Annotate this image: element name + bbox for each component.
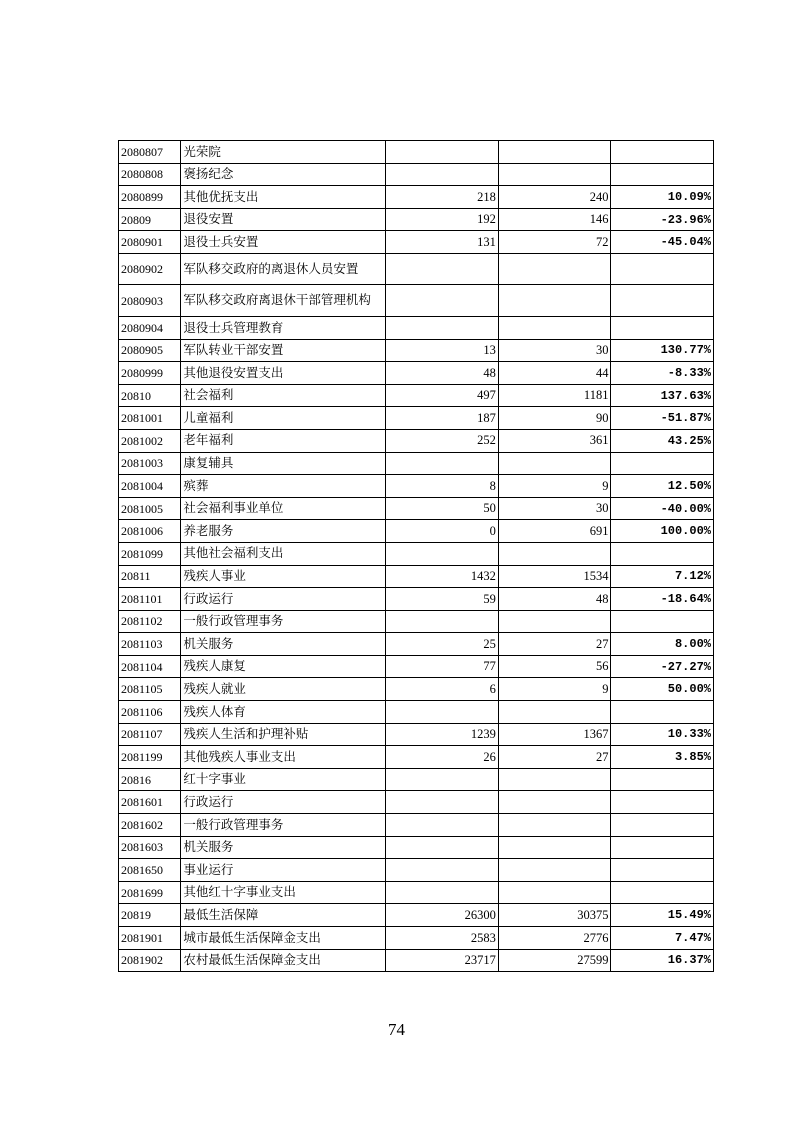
table-row <box>119 253 714 285</box>
value-cell-2 <box>498 701 611 724</box>
code-cell: 2080899 <box>119 186 181 209</box>
name-cell: 机关服务 <box>181 633 386 656</box>
value-cell-1: 50 <box>386 497 499 520</box>
value-cell-2: 240 <box>498 186 611 209</box>
value-cell-1: 497 <box>386 384 499 407</box>
table-row <box>119 588 714 611</box>
budget-table <box>118 140 714 972</box>
name-cell: 其他优抚支出 <box>181 186 386 209</box>
name-cell: 退役士兵管理教育 <box>181 316 386 339</box>
value-cell-2 <box>498 859 611 882</box>
percent-change-cell <box>611 285 714 317</box>
percent-change-cell <box>611 253 714 285</box>
table-row <box>119 927 714 950</box>
code-cell: 2081603 <box>119 836 181 859</box>
name-cell: 残疾人事业 <box>181 565 386 588</box>
value-cell-1 <box>386 253 499 285</box>
value-cell-2: 361 <box>498 429 611 452</box>
table-row <box>119 610 714 633</box>
value-cell-2: 30375 <box>498 904 611 927</box>
percent-change-cell: -45.04% <box>611 231 714 254</box>
name-cell: 其他残疾人事业支出 <box>181 746 386 769</box>
value-cell-2: 691 <box>498 520 611 543</box>
percent-change-cell <box>611 452 714 475</box>
table-row <box>119 768 714 791</box>
value-cell-1: 131 <box>386 231 499 254</box>
code-cell: 2080808 <box>119 163 181 186</box>
name-cell: 社会福利事业单位 <box>181 497 386 520</box>
percent-change-cell: 10.09% <box>611 186 714 209</box>
percent-change-cell <box>611 859 714 882</box>
percent-change-cell: 16.37% <box>611 949 714 972</box>
name-cell: 一般行政管理事务 <box>181 610 386 633</box>
percent-change-cell: 15.49% <box>611 904 714 927</box>
value-cell-2 <box>498 610 611 633</box>
value-cell-1 <box>386 814 499 837</box>
value-cell-2 <box>498 452 611 475</box>
name-cell: 其他社会福利支出 <box>181 542 386 565</box>
page-number: 74 <box>388 1020 405 1039</box>
table-row <box>119 949 714 972</box>
value-cell-1: 1432 <box>386 565 499 588</box>
name-cell: 城市最低生活保障金支出 <box>181 927 386 950</box>
name-cell: 其他退役安置支出 <box>181 362 386 385</box>
value-cell-1 <box>386 791 499 814</box>
name-cell: 残疾人生活和护理补贴 <box>181 723 386 746</box>
value-cell-1: 6 <box>386 678 499 701</box>
table-row <box>119 163 714 186</box>
value-cell-2: 48 <box>498 588 611 611</box>
value-cell-2: 27 <box>498 746 611 769</box>
value-cell-1: 192 <box>386 208 499 231</box>
value-cell-2: 1367 <box>498 723 611 746</box>
percent-change-cell <box>611 836 714 859</box>
name-cell: 退役士兵安置 <box>181 231 386 254</box>
code-cell: 20819 <box>119 904 181 927</box>
percent-change-cell <box>611 316 714 339</box>
table-row <box>119 814 714 837</box>
percent-change-cell: 3.85% <box>611 746 714 769</box>
table-row <box>119 186 714 209</box>
value-cell-1: 48 <box>386 362 499 385</box>
code-cell: 2080999 <box>119 362 181 385</box>
table-row <box>119 655 714 678</box>
percent-change-cell: -8.33% <box>611 362 714 385</box>
budget-table-body <box>119 141 714 972</box>
value-cell-1: 1239 <box>386 723 499 746</box>
table-row <box>119 746 714 769</box>
name-cell: 殡葬 <box>181 475 386 498</box>
percent-change-cell <box>611 768 714 791</box>
value-cell-1: 13 <box>386 339 499 362</box>
value-cell-1 <box>386 452 499 475</box>
code-cell: 2081099 <box>119 542 181 565</box>
code-cell: 2081101 <box>119 588 181 611</box>
name-cell: 最低生活保障 <box>181 904 386 927</box>
code-cell: 20811 <box>119 565 181 588</box>
value-cell-2: 1534 <box>498 565 611 588</box>
table-row <box>119 633 714 656</box>
name-cell: 军队转业干部安置 <box>181 339 386 362</box>
table-row <box>119 208 714 231</box>
name-cell: 行政运行 <box>181 791 386 814</box>
code-cell: 2081602 <box>119 814 181 837</box>
code-cell: 2081103 <box>119 633 181 656</box>
value-cell-2: 9 <box>498 475 611 498</box>
value-cell-1 <box>386 542 499 565</box>
table-row <box>119 678 714 701</box>
percent-change-cell: 8.00% <box>611 633 714 656</box>
table-row <box>119 452 714 475</box>
table-row <box>119 316 714 339</box>
table-row <box>119 362 714 385</box>
percent-change-cell <box>611 701 714 724</box>
value-cell-2 <box>498 253 611 285</box>
percent-change-cell: 43.25% <box>611 429 714 452</box>
code-cell: 20810 <box>119 384 181 407</box>
value-cell-1 <box>386 701 499 724</box>
value-cell-1: 0 <box>386 520 499 543</box>
code-cell: 2080902 <box>119 253 181 285</box>
code-cell: 2081005 <box>119 497 181 520</box>
name-cell: 红十字事业 <box>181 768 386 791</box>
code-cell: 2081601 <box>119 791 181 814</box>
code-cell: 2081902 <box>119 949 181 972</box>
code-cell: 2080807 <box>119 141 181 164</box>
code-cell: 2081102 <box>119 610 181 633</box>
name-cell: 一般行政管理事务 <box>181 814 386 837</box>
code-cell: 2080904 <box>119 316 181 339</box>
name-cell: 养老服务 <box>181 520 386 543</box>
percent-change-cell <box>611 542 714 565</box>
value-cell-1 <box>386 610 499 633</box>
percent-change-cell: -40.00% <box>611 497 714 520</box>
name-cell: 光荣院 <box>181 141 386 164</box>
value-cell-2 <box>498 542 611 565</box>
value-cell-2 <box>498 285 611 317</box>
percent-change-cell: -27.27% <box>611 655 714 678</box>
table-row <box>119 565 714 588</box>
value-cell-2: 27 <box>498 633 611 656</box>
code-cell: 2080905 <box>119 339 181 362</box>
value-cell-1: 8 <box>386 475 499 498</box>
value-cell-1 <box>386 859 499 882</box>
percent-change-cell: -23.96% <box>611 208 714 231</box>
value-cell-2: 27599 <box>498 949 611 972</box>
value-cell-2: 30 <box>498 339 611 362</box>
name-cell: 机关服务 <box>181 836 386 859</box>
table-row <box>119 285 714 317</box>
name-cell: 褒扬纪念 <box>181 163 386 186</box>
table-row <box>119 475 714 498</box>
value-cell-2: 90 <box>498 407 611 430</box>
percent-change-cell <box>611 791 714 814</box>
value-cell-1 <box>386 881 499 904</box>
value-cell-1 <box>386 768 499 791</box>
code-cell: 2081105 <box>119 678 181 701</box>
value-cell-2: 30 <box>498 497 611 520</box>
value-cell-2: 72 <box>498 231 611 254</box>
value-cell-1: 26 <box>386 746 499 769</box>
table-row <box>119 339 714 362</box>
percent-change-cell: 7.12% <box>611 565 714 588</box>
code-cell: 2081199 <box>119 746 181 769</box>
name-cell: 农村最低生活保障金支出 <box>181 949 386 972</box>
percent-change-cell: -18.64% <box>611 588 714 611</box>
code-cell: 2080903 <box>119 285 181 317</box>
name-cell: 军队移交政府的离退休人员安置 <box>181 253 386 285</box>
percent-change-cell <box>611 610 714 633</box>
percent-change-cell: 100.00% <box>611 520 714 543</box>
code-cell: 2081106 <box>119 701 181 724</box>
table-row <box>119 384 714 407</box>
value-cell-2 <box>498 836 611 859</box>
value-cell-1 <box>386 836 499 859</box>
name-cell: 事业运行 <box>181 859 386 882</box>
name-cell: 军队移交政府离退休干部管理机构 <box>181 285 386 317</box>
percent-change-cell <box>611 141 714 164</box>
value-cell-1: 187 <box>386 407 499 430</box>
table-row <box>119 141 714 164</box>
value-cell-2 <box>498 316 611 339</box>
value-cell-1 <box>386 285 499 317</box>
value-cell-2 <box>498 791 611 814</box>
code-cell: 2081002 <box>119 429 181 452</box>
percent-change-cell <box>611 881 714 904</box>
code-cell: 2080901 <box>119 231 181 254</box>
percent-change-cell: 12.50% <box>611 475 714 498</box>
value-cell-2 <box>498 768 611 791</box>
table-row <box>119 407 714 430</box>
value-cell-1 <box>386 316 499 339</box>
percent-change-cell <box>611 163 714 186</box>
value-cell-2 <box>498 141 611 164</box>
value-cell-2: 44 <box>498 362 611 385</box>
code-cell: 2081901 <box>119 927 181 950</box>
table-row <box>119 701 714 724</box>
table-row <box>119 904 714 927</box>
code-cell: 20809 <box>119 208 181 231</box>
table-row <box>119 791 714 814</box>
percent-change-cell: -51.87% <box>611 407 714 430</box>
value-cell-1: 2583 <box>386 927 499 950</box>
table-row <box>119 497 714 520</box>
value-cell-2 <box>498 814 611 837</box>
table-row <box>119 429 714 452</box>
value-cell-2: 9 <box>498 678 611 701</box>
value-cell-1 <box>386 163 499 186</box>
percent-change-cell: 10.33% <box>611 723 714 746</box>
name-cell: 残疾人就业 <box>181 678 386 701</box>
name-cell: 康复辅具 <box>181 452 386 475</box>
name-cell: 社会福利 <box>181 384 386 407</box>
code-cell: 2081104 <box>119 655 181 678</box>
value-cell-1: 218 <box>386 186 499 209</box>
value-cell-2 <box>498 881 611 904</box>
table-row <box>119 520 714 543</box>
percent-change-cell: 50.00% <box>611 678 714 701</box>
value-cell-1: 25 <box>386 633 499 656</box>
name-cell: 行政运行 <box>181 588 386 611</box>
name-cell: 老年福利 <box>181 429 386 452</box>
name-cell: 残疾人体育 <box>181 701 386 724</box>
table-row <box>119 542 714 565</box>
value-cell-1 <box>386 141 499 164</box>
name-cell: 退役安置 <box>181 208 386 231</box>
table-row <box>119 231 714 254</box>
value-cell-1: 59 <box>386 588 499 611</box>
value-cell-1: 23717 <box>386 949 499 972</box>
percent-change-cell: 7.47% <box>611 927 714 950</box>
value-cell-2: 2776 <box>498 927 611 950</box>
name-cell: 残疾人康复 <box>181 655 386 678</box>
code-cell: 2081004 <box>119 475 181 498</box>
name-cell: 儿童福利 <box>181 407 386 430</box>
value-cell-1: 77 <box>386 655 499 678</box>
code-cell: 2081699 <box>119 881 181 904</box>
value-cell-1: 252 <box>386 429 499 452</box>
name-cell: 其他红十字事业支出 <box>181 881 386 904</box>
code-cell: 2081003 <box>119 452 181 475</box>
code-cell: 20816 <box>119 768 181 791</box>
value-cell-2 <box>498 163 611 186</box>
value-cell-2: 56 <box>498 655 611 678</box>
code-cell: 2081650 <box>119 859 181 882</box>
code-cell: 2081001 <box>119 407 181 430</box>
table-row <box>119 836 714 859</box>
code-cell: 2081006 <box>119 520 181 543</box>
table-row <box>119 881 714 904</box>
table-row <box>119 859 714 882</box>
value-cell-2: 1181 <box>498 384 611 407</box>
percent-change-cell: 137.63% <box>611 384 714 407</box>
value-cell-1: 26300 <box>386 904 499 927</box>
table-row <box>119 723 714 746</box>
percent-change-cell <box>611 814 714 837</box>
code-cell: 2081107 <box>119 723 181 746</box>
value-cell-2: 146 <box>498 208 611 231</box>
percent-change-cell: 130.77% <box>611 339 714 362</box>
